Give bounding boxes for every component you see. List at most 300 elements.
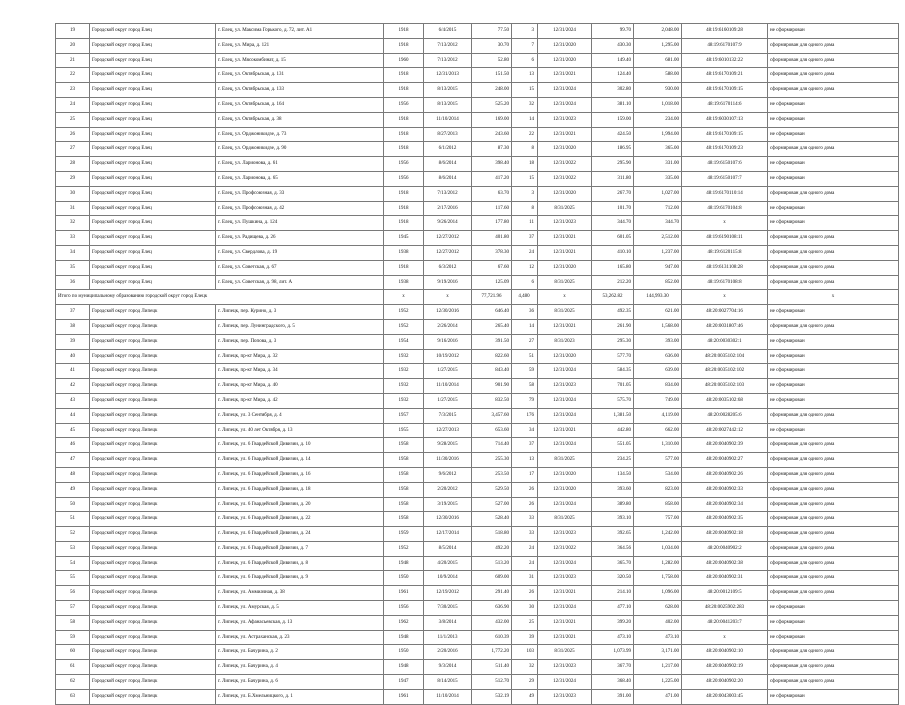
address-cell: г. Елец, ул. Ларионова, д. 61 [216, 157, 384, 172]
status-cell: сформирован для одного дома [768, 245, 899, 260]
date-cell: 9/6/2012 [424, 467, 472, 482]
area-cell: 253.50 [472, 467, 512, 482]
area-cell: 512.70 [472, 675, 512, 690]
cost-cell: 344.70 [634, 216, 682, 231]
value-cell: 159.00 [592, 112, 634, 127]
status-cell: не сформирован [768, 201, 899, 216]
row-number-cell: 36 [56, 275, 90, 290]
address-cell: г. Елец, ул. Советская, д. 98, лит. А [216, 275, 384, 290]
address-cell: г. Липецк, пр-кт Мира, д. 40 [216, 379, 384, 394]
area-cell: 378.30 [472, 245, 512, 260]
year-cell: 1932 [384, 364, 424, 379]
table-row [56, 53, 899, 68]
year-cell: 1956 [384, 157, 424, 172]
row-number-cell: 34 [56, 245, 90, 260]
value-cell: 399.20 [592, 615, 634, 630]
count-cell: 26 [512, 586, 538, 601]
year-cell: 1950 [384, 645, 424, 660]
deadline-cell: 12/31/2024 [538, 97, 592, 112]
table-row [56, 245, 899, 260]
deadline-cell: 12/31/2023 [538, 112, 592, 127]
date-cell: 1/27/2015 [424, 364, 472, 379]
cadastral-cell: 48:20:0028205:6 [682, 408, 768, 423]
municipality-cell: Городской округ город Елец [90, 53, 216, 68]
status-cell: сформирован для одного дома [768, 453, 899, 468]
value-cell: 1,073.99 [592, 645, 634, 660]
row-number-cell: 24 [56, 97, 90, 112]
address-cell: г. Елец, ул. Советская, д. 67 [216, 260, 384, 275]
row-number-cell: 60 [56, 645, 90, 660]
value-cell: 320.50 [592, 571, 634, 586]
row-number-cell: 52 [56, 527, 90, 542]
status-cell: не сформирован [768, 171, 899, 186]
deadline-cell: 12/31/2020 [538, 186, 592, 201]
value-cell: 575.70 [592, 393, 634, 408]
address-cell: г. Липецк, ул. Аммиачная, д. 38 [216, 586, 384, 601]
deadline-cell: 12/31/2024 [538, 675, 592, 690]
area-cell: 243.60 [472, 127, 512, 142]
deadline-cell: 12/31/2021 [538, 630, 592, 645]
year-cell: 1960 [384, 53, 424, 68]
municipality-cell: Городской округ город Елец [90, 142, 216, 157]
status-cell: не сформирован [768, 305, 899, 320]
status-cell: сформирован для одного дома [768, 556, 899, 571]
address-cell: г. Липецк, пр-кт Мира, д. 42 [216, 393, 384, 408]
table-row [56, 408, 899, 423]
area-cell: 52.80 [472, 53, 512, 68]
count-cell: 39 [512, 630, 538, 645]
date-cell: 6/4/2015 [424, 24, 472, 39]
address-cell: г. Липецк, ул. 6 Гвардейской Дивизии, д. 14 [216, 453, 384, 468]
area-cell: 117.60 [472, 201, 512, 216]
year-cell: 1956 [384, 97, 424, 112]
value-cell: 214.10 [592, 586, 634, 601]
municipality-cell: Городской округ город Елец [90, 245, 216, 260]
table-row [56, 645, 899, 660]
value-cell: 477.10 [592, 601, 634, 616]
count-cell: 11 [512, 216, 538, 231]
cadastral-cell: 48:20:0040902:31 [682, 571, 768, 586]
date-cell: 8/6/2014 [424, 157, 472, 172]
value-cell: 365.70 [592, 556, 634, 571]
deadline-cell: 12/31/2024 [538, 438, 592, 453]
cadastral-cell: 48:20:0040902:34 [682, 497, 768, 512]
row-number-cell: 47 [56, 453, 90, 468]
table-row [56, 142, 899, 157]
cost-cell: 639.00 [634, 364, 682, 379]
status-cell: сформирован для одного дома [768, 467, 899, 482]
status-cell: не сформирован [768, 112, 899, 127]
deadline-cell: 8/31/2025 [538, 645, 592, 660]
cost-cell: 2,048.00 [634, 24, 682, 39]
cadastral-cell: 48:19:6170107:9 [682, 38, 768, 53]
deadline-cell: 8/31/2025 [538, 275, 592, 290]
total-row [56, 290, 899, 305]
cadastral-cell: 48:19:6190108:11 [682, 231, 768, 246]
count-cell: 36 [512, 305, 538, 320]
cost-cell: 1,217.00 [634, 660, 682, 675]
value-cell: 302.80 [592, 83, 634, 98]
year-cell: 1961 [384, 689, 424, 704]
status-cell: не сформирован [768, 157, 899, 172]
deadline-cell: 12/31/2022 [538, 157, 592, 172]
address-cell: г. Елец, ул. Октябрьская, д. 38 [216, 112, 384, 127]
cadastral-cell: 48:19:6150107:6 [682, 157, 768, 172]
deadline-cell: 12/31/2020 [538, 482, 592, 497]
row-number-cell: 62 [56, 675, 90, 690]
municipality-cell: Городской округ город Елец [90, 83, 216, 98]
address-cell: г. Липецк, ул. Бачурина, д. 6 [216, 675, 384, 690]
address-cell: г. Липецк, пер. Лунинградского, д. 5 [216, 319, 384, 334]
row-number-cell: 40 [56, 349, 90, 364]
row-number-cell: 30 [56, 186, 90, 201]
count-cell: 24 [512, 556, 538, 571]
area-cell: 432.00 [472, 615, 512, 630]
status-cell: не сформирован [768, 630, 899, 645]
table-row [56, 689, 899, 704]
area-cell: 401.80 [472, 231, 512, 246]
year-cell: 1948 [384, 556, 424, 571]
cadastral-cell: 48:20:0040902:33 [682, 482, 768, 497]
count-cell: 49 [512, 689, 538, 704]
cost-cell: 712.00 [634, 201, 682, 216]
value-cell: 393.60 [592, 482, 634, 497]
municipality-cell: Городской округ город Липецк [90, 512, 216, 527]
cost-cell: 331.00 [634, 157, 682, 172]
address-cell: г. Липецк, ул. 6 Гвардейской Дивизии, д. 24 [216, 527, 384, 542]
table-row [56, 630, 899, 645]
status-cell: сформирован для одного дома [768, 142, 899, 157]
row-number-cell: 26 [56, 127, 90, 142]
total-area-cell: 77,721.96 [472, 290, 512, 305]
count-cell: 33 [512, 512, 538, 527]
year-cell: 1958 [384, 512, 424, 527]
count-cell: 58 [512, 379, 538, 394]
status-cell: сформирован для одного дома [768, 231, 899, 246]
value-cell: 186.95 [592, 142, 634, 157]
table-row [56, 157, 899, 172]
address-cell: г. Липецк, пр-кт Мира, д. 32 [216, 349, 384, 364]
status-cell: не сформирован [768, 97, 899, 112]
address-cell: г. Елец, ул. Радищева, д. 26 [216, 231, 384, 246]
value-cell: 1,381.50 [592, 408, 634, 423]
deadline-cell: 12/31/2024 [538, 601, 592, 616]
status-cell: не сформирован [768, 601, 899, 616]
count-cell: 13 [512, 68, 538, 83]
area-cell: 832.50 [472, 393, 512, 408]
municipality-cell: Городской округ город Липецк [90, 615, 216, 630]
table-row [56, 231, 899, 246]
municipality-cell: Городской округ город Липецк [90, 675, 216, 690]
year-cell: 1918 [384, 38, 424, 53]
cost-cell: 662.00 [634, 423, 682, 438]
value-cell: 391.00 [592, 689, 634, 704]
status-cell: сформирован для одного дома [768, 438, 899, 453]
year-cell: 1918 [384, 127, 424, 142]
municipality-cell: Городской округ город Липецк [90, 364, 216, 379]
year-cell: 1959 [384, 527, 424, 542]
date-cell: 9/19/2016 [424, 275, 472, 290]
count-cell: 17 [512, 467, 538, 482]
cadastral-cell: 48:20:0040902:38 [682, 556, 768, 571]
address-cell: г. Елец, ул. Мира, д. 121 [216, 38, 384, 53]
value-cell: 311.80 [592, 171, 634, 186]
address-cell: г. Липецк, ул. 40 лет Октября, д. 13 [216, 423, 384, 438]
table-row [56, 512, 899, 527]
cost-cell: 1,225.00 [634, 675, 682, 690]
row-number-cell: 42 [56, 379, 90, 394]
status-cell: сформирован для одного дома [768, 38, 899, 53]
cost-cell: 628.00 [634, 601, 682, 616]
table-row [56, 319, 899, 334]
address-cell: г. Липецк, ул. 6 Гвардейской Дивизии, д. 10 [216, 438, 384, 453]
count-cell: 3 [512, 186, 538, 201]
table-row [56, 305, 899, 320]
total-group [56, 290, 899, 305]
date-cell: 12/30/2016 [424, 512, 472, 527]
cadastral-cell: 48:19:6120115:8 [682, 245, 768, 260]
area-cell: 291.40 [472, 586, 512, 601]
row-number-cell: 63 [56, 689, 90, 704]
date-cell: 9/3/2014 [424, 660, 472, 675]
date-cell: 10/9/2014 [424, 571, 472, 586]
cost-cell: 1,096.00 [634, 586, 682, 601]
value-cell: 364.56 [592, 541, 634, 556]
area-cell: 177.80 [472, 216, 512, 231]
table-row [56, 216, 899, 231]
table-row [56, 393, 899, 408]
status-cell: сформирован для одного дома [768, 482, 899, 497]
row-number-cell: 25 [56, 112, 90, 127]
table-row [56, 201, 899, 216]
value-cell: 442.80 [592, 423, 634, 438]
deadline-cell: 12/31/2023 [538, 660, 592, 675]
municipality-cell: Городской округ город Липецк [90, 660, 216, 675]
municipality-cell: Городской округ город Липецк [90, 408, 216, 423]
municipality-cell: Городской округ город Липецк [90, 527, 216, 542]
cost-cell: 473.10 [634, 630, 682, 645]
cost-cell: 852.00 [634, 275, 682, 290]
cost-cell: 335.00 [634, 171, 682, 186]
cadastral-cell: 48:20:0040902:18 [682, 527, 768, 542]
value-cell: 492.35 [592, 305, 634, 320]
count-cell: 24 [512, 541, 538, 556]
area-cell: 646.40 [472, 305, 512, 320]
value-cell: 393.10 [592, 512, 634, 527]
address-cell: г. Липецк, ул. Бачурина, д. 4 [216, 660, 384, 675]
date-cell: 11/10/2014 [424, 689, 472, 704]
address-cell: г. Липецк, ул. 3 Сентября, д. 4 [216, 408, 384, 423]
row-number-cell: 35 [56, 260, 90, 275]
total-year-cell: x [384, 290, 424, 305]
status-cell: не сформирован [768, 615, 899, 630]
cost-cell: 588.00 [634, 68, 682, 83]
deadline-cell: 12/31/2023 [538, 571, 592, 586]
table-row [56, 601, 899, 616]
row-number-cell: 58 [56, 615, 90, 630]
table-row [56, 127, 899, 142]
date-cell: 4/20/2015 [424, 556, 472, 571]
cadastral-cell: 48:19:6170114:6 [682, 97, 768, 112]
area-cell: 843.40 [472, 364, 512, 379]
status-cell: сформирован для одного дома [768, 260, 899, 275]
deadline-cell: 12/31/2020 [538, 53, 592, 68]
year-cell: 1918 [384, 112, 424, 127]
table-row [56, 675, 899, 690]
cost-cell: 757.00 [634, 512, 682, 527]
area-cell: 714.40 [472, 438, 512, 453]
address-cell: г. Елец, ул. Профсоюзная, д. 42 [216, 201, 384, 216]
date-cell: 12/27/2012 [424, 231, 472, 246]
table-row [56, 260, 899, 275]
count-cell: 22 [512, 127, 538, 142]
status-cell: сформирован для одного дома [768, 83, 899, 98]
table-row [56, 24, 899, 39]
deadline-cell: 12/31/2020 [538, 38, 592, 53]
area-cell: 513.20 [472, 556, 512, 571]
area-cell: 63.70 [472, 186, 512, 201]
cadastral-cell: 48:19:6170110:14 [682, 186, 768, 201]
total-value2-cell: 144,993.30 [634, 290, 682, 305]
deadline-cell: 12/31/2021 [538, 586, 592, 601]
deadline-cell: 8/31/2025 [538, 201, 592, 216]
table-row [56, 571, 899, 586]
table-row [56, 83, 899, 98]
municipality-cell: Городской округ город Липецк [90, 379, 216, 394]
row-number-cell: 31 [56, 201, 90, 216]
address-cell: г. Елец, ул. Орджоникидзе, д. 73 [216, 127, 384, 142]
date-cell: 7/3/2015 [424, 408, 472, 423]
count-cell: 37 [512, 231, 538, 246]
table-row [56, 482, 899, 497]
cost-cell: 1,295.00 [634, 38, 682, 53]
area-cell: 822.60 [472, 349, 512, 364]
cadastral-cell: 48:19:6160109:28 [682, 24, 768, 39]
address-cell: г. Липецк, ул. Б.Хмельницкого, д. 1 [216, 689, 384, 704]
row-number-cell: 41 [56, 364, 90, 379]
municipality-cell: Городской округ город Липецк [90, 349, 216, 364]
area-cell: 492.20 [472, 541, 512, 556]
table-row [56, 112, 899, 127]
cadastral-cell: 48:19:6170109:15 [682, 83, 768, 98]
total-code-cell: x [682, 290, 768, 305]
municipality-cell: Городской округ город Липецк [90, 482, 216, 497]
row-number-cell: 55 [56, 571, 90, 586]
cost-cell: 1,310.00 [634, 438, 682, 453]
date-cell: 8/13/2015 [424, 83, 472, 98]
row-number-cell: 28 [56, 157, 90, 172]
table-row [56, 467, 899, 482]
address-cell: г. Липецк, ул. Бачурина, д. 2 [216, 645, 384, 660]
value-cell: 149.40 [592, 53, 634, 68]
address-cell: г. Елец, ул. Мясокомбинат, д. 15 [216, 53, 384, 68]
cost-cell: 1,018.00 [634, 97, 682, 112]
address-cell: г. Елец, ул. Пушкина, д. 124 [216, 216, 384, 231]
table-row [56, 171, 899, 186]
year-cell: 1958 [384, 453, 424, 468]
value-cell: 430.30 [592, 38, 634, 53]
table-row [56, 556, 899, 571]
date-cell: 11/10/2014 [424, 112, 472, 127]
cadastral-cell: 48:19:6170109:21 [682, 68, 768, 83]
municipality-cell: Городской округ город Липецк [90, 497, 216, 512]
count-cell: 18 [512, 157, 538, 172]
municipality-cell: Городской округ город Елец [90, 275, 216, 290]
row-number-cell: 21 [56, 53, 90, 68]
cost-cell: 577.00 [634, 453, 682, 468]
rows-group-lipetsk [56, 305, 899, 705]
cost-cell: 823.00 [634, 482, 682, 497]
cost-cell: 947.00 [634, 260, 682, 275]
cost-cell: 1,282.00 [634, 556, 682, 571]
date-cell: 12/30/2016 [424, 305, 472, 320]
address-cell: г. Липецк, ул. 6 Гвардейской Дивизии, д. 20 [216, 497, 384, 512]
cadastral-cell: 48:19:6170108:8 [682, 275, 768, 290]
row-number-cell: 46 [56, 438, 90, 453]
cadastral-cell: 48:20:0040902:35 [682, 512, 768, 527]
rows-group-elets [56, 24, 899, 290]
date-cell: 7/13/2012 [424, 53, 472, 68]
count-cell: 26 [512, 497, 538, 512]
table-row [56, 423, 899, 438]
address-cell: г. Липецк, ул. 6 Гвардейской Дивизии, д. 8 [216, 556, 384, 571]
date-cell: 12/31/2013 [424, 68, 472, 83]
deadline-cell: 12/31/2024 [538, 393, 592, 408]
cadastral-cell: 48:20:0040902:10 [682, 645, 768, 660]
count-cell: 176 [512, 408, 538, 423]
status-cell: не сформирован [768, 393, 899, 408]
cost-cell: 1,568.00 [634, 319, 682, 334]
date-cell: 6/1/2012 [424, 142, 472, 157]
address-cell: г. Липецк, ул. 6 Гвардейской Дивизии, д. 7 [216, 541, 384, 556]
area-cell: 532.19 [472, 689, 512, 704]
cadastral-cell: 48:20:0031807:46 [682, 319, 768, 334]
register-table-page [55, 23, 899, 705]
address-cell: г. Липецк, ул. 6 Гвардейской Дивизии, д. 9 [216, 571, 384, 586]
municipality-cell: Городской округ город Липецк [90, 586, 216, 601]
address-cell: г. Липецк, пр-кт Мира, д. 34 [216, 364, 384, 379]
cadastral-cell: 48:19:6170104:8 [682, 201, 768, 216]
address-cell: г. Липецк, ул. Астраханская, д. 23 [216, 630, 384, 645]
row-number-cell: 20 [56, 38, 90, 53]
table-row [56, 497, 899, 512]
municipality-cell: Городской округ город Липецк [90, 571, 216, 586]
year-cell: 1945 [384, 231, 424, 246]
date-cell: 2/17/2016 [424, 201, 472, 216]
municipality-cell: Городской округ город Елец [90, 216, 216, 231]
year-cell: 1938 [384, 275, 424, 290]
area-cell: 529.50 [472, 482, 512, 497]
date-cell: 2/20/2012 [424, 482, 472, 497]
cost-cell: 1,237.00 [634, 245, 682, 260]
count-cell: 25 [512, 615, 538, 630]
municipality-cell: Городской округ город Липецк [90, 601, 216, 616]
value-cell: 344.70 [592, 216, 634, 231]
table-row [56, 275, 899, 290]
cost-cell: 681.00 [634, 53, 682, 68]
address-cell: г. Елец, ул. Орджоникидзе, д. 90 [216, 142, 384, 157]
year-cell: 1938 [384, 245, 424, 260]
municipality-cell: Городской округ город Липецк [90, 453, 216, 468]
year-cell: 1918 [384, 186, 424, 201]
deadline-cell: 12/31/2022 [538, 541, 592, 556]
row-number-cell: 57 [56, 601, 90, 616]
cost-cell: 1,034.00 [634, 541, 682, 556]
status-cell: сформирован для одного дома [768, 275, 899, 290]
address-cell: г. Липецк, пер. Курино, д. 3 [216, 305, 384, 320]
cadastral-cell: 48:19:6170109:15 [682, 127, 768, 142]
address-cell: г. Липецк, ул. Амурская, д. 5 [216, 601, 384, 616]
